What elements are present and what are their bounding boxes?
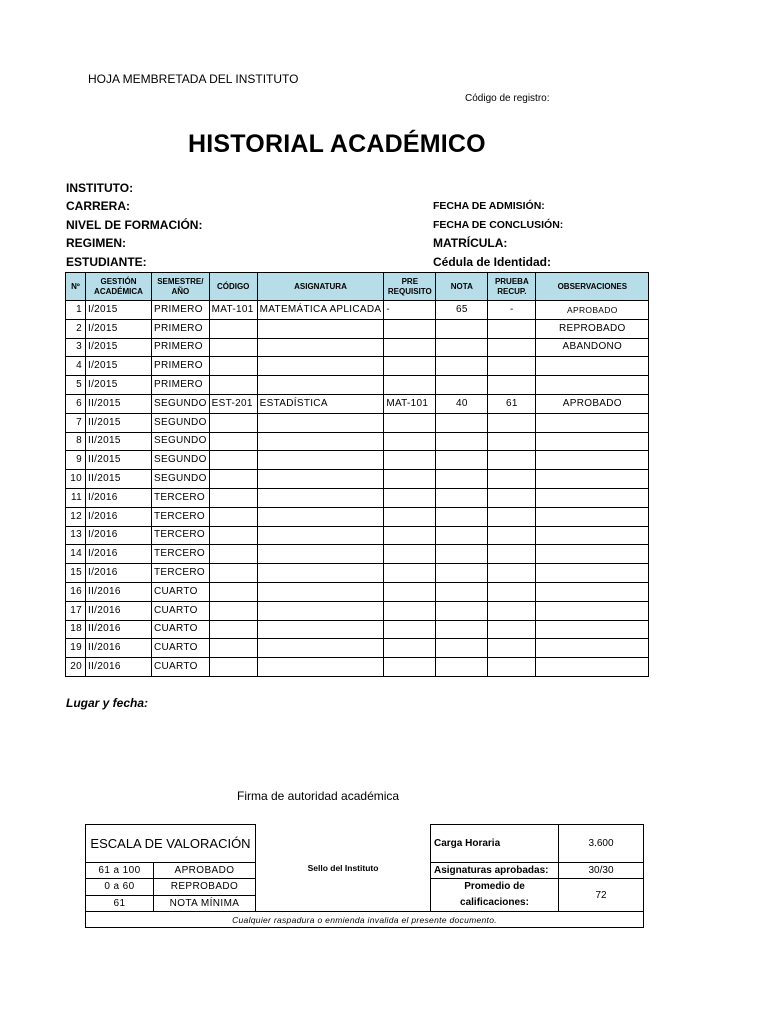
row-prueba [488,488,536,507]
passed-value: 30/30 [559,863,644,879]
row-observacion [536,526,649,545]
row-prerequisito [384,470,436,489]
row-codigo [209,376,257,395]
table-row [66,301,649,320]
row-nota [436,620,488,639]
registration-code-label: Código de registro: [465,93,550,104]
row-semestre: TERCERO [152,526,210,545]
row-gestion: I/2015 [86,319,152,338]
row-prerequisito [384,582,436,601]
row-semestre: SEGUNDO [152,394,210,413]
scale-title: ESCALA DE VALORACIÓN [86,825,256,863]
row-codigo [209,319,257,338]
row-gestion: II/2016 [86,601,152,620]
row-gestion: I/2016 [86,507,152,526]
row-gestion: II/2016 [86,582,152,601]
row-semestre: TERCERO [152,488,210,507]
row-observacion [536,601,649,620]
grading-scale-table [85,824,644,928]
average-label: Promedio de calificaciones: [431,879,559,912]
row-nota [436,319,488,338]
field-student: ESTUDIANTE: [66,255,147,269]
row-gestion: I/2015 [86,301,152,320]
table-row [66,357,649,376]
row-number: 5 [66,376,86,395]
header-prueba: PRUEBA RECUP. [488,273,536,301]
row-number: 1 [66,301,86,320]
row-observacion [536,507,649,526]
row-observacion [536,582,649,601]
row-semestre: SEGUNDO [152,413,210,432]
header-num: Nº [66,273,86,301]
row-nota [436,639,488,658]
table-row [66,470,649,489]
row-observacion: ABANDONO [536,338,649,357]
row-nota [436,601,488,620]
row-codigo [209,601,257,620]
row-asignatura [257,488,384,507]
row-asignatura [257,526,384,545]
row-prerequisito: MAT-101 [384,394,436,413]
row-prerequisito: - [384,301,436,320]
row-gestion: I/2016 [86,545,152,564]
field-id-card: Cédula de Identidad: [433,255,552,269]
row-codigo [209,582,257,601]
scale-label: NOTA MÍNIMA [154,895,256,912]
row-number: 8 [66,432,86,451]
field-institute: INSTITUTO: [66,181,134,195]
row-prueba [488,338,536,357]
header-gestion: GESTIÓN ACADÉMICA [86,273,152,301]
row-nota [436,376,488,395]
row-gestion: I/2015 [86,376,152,395]
row-semestre: SEGUNDO [152,470,210,489]
invalidation-note: Cualquier raspadura o enmienda invalida el presente documento. [86,912,644,928]
row-codigo: EST-201 [209,394,257,413]
average-value: 72 [559,879,644,912]
row-codigo [209,507,257,526]
row-gestion: II/2015 [86,413,152,432]
row-asignatura [257,357,384,376]
row-semestre: PRIMERO [152,319,210,338]
row-nota [436,564,488,583]
table-row [66,488,649,507]
row-codigo [209,338,257,357]
row-number: 14 [66,545,86,564]
table-row [66,507,649,526]
letterhead: HOJA MEMBRETADA DEL INSTITUTO [88,72,299,86]
row-number: 3 [66,338,86,357]
row-prueba [488,620,536,639]
row-asignatura [257,451,384,470]
row-prerequisito [384,526,436,545]
row-semestre: TERCERO [152,564,210,583]
row-gestion: II/2015 [86,451,152,470]
row-prueba [488,470,536,489]
row-observacion [536,376,649,395]
row-asignatura [257,601,384,620]
row-observacion [536,545,649,564]
table-row [66,582,649,601]
row-number: 19 [66,639,86,658]
row-gestion: II/2016 [86,620,152,639]
row-asignatura [257,545,384,564]
row-gestion: I/2016 [86,488,152,507]
grades-table [65,272,649,677]
row-prerequisito [384,451,436,470]
field-admission-date: FECHA DE ADMISIÓN: [433,200,545,212]
row-observacion [536,470,649,489]
row-observacion: REPROBADO [536,319,649,338]
row-prerequisito [384,639,436,658]
row-observacion [536,639,649,658]
row-observacion [536,451,649,470]
row-prerequisito [384,564,436,583]
row-observacion [536,658,649,677]
grades-body [66,301,649,677]
row-observacion [536,432,649,451]
row-number: 2 [66,319,86,338]
row-prerequisito [384,601,436,620]
row-nota [436,338,488,357]
scale-range: 61 a 100 [86,863,154,879]
row-semestre: PRIMERO [152,376,210,395]
scale-label: APROBADO [154,863,256,879]
row-asignatura: MATEMÁTICA APLICADA [257,301,384,320]
page-title: HISTORIAL ACADÉMICO [188,130,486,158]
header-prerequisito: PRE REQUISITO [384,273,436,301]
scale-range: 0 a 60 [86,879,154,896]
row-prerequisito [384,432,436,451]
header-asignatura: ASIGNATURA [257,273,384,301]
row-asignatura: ESTADÍSTICA [257,394,384,413]
row-codigo [209,413,257,432]
table-row [66,394,649,413]
row-observacion [536,357,649,376]
table-row [66,451,649,470]
row-asignatura [257,507,384,526]
table-header-row [66,273,649,301]
row-number: 15 [66,564,86,583]
table-row [66,319,649,338]
table-row [66,639,649,658]
row-semestre: SEGUNDO [152,451,210,470]
row-nota [436,658,488,677]
row-semestre: PRIMERO [152,357,210,376]
row-semestre: CUARTO [152,639,210,658]
row-codigo [209,564,257,583]
row-prerequisito [384,545,436,564]
workload-value: 3.600 [559,825,644,863]
row-codigo [209,526,257,545]
scale-label: REPROBADO [154,879,256,896]
row-gestion: II/2015 [86,470,152,489]
row-gestion: II/2016 [86,639,152,658]
table-row [66,432,649,451]
row-asignatura [257,470,384,489]
row-codigo [209,451,257,470]
row-prueba [488,658,536,677]
row-nota: 65 [436,301,488,320]
row-nota [436,545,488,564]
passed-label: Asignaturas aprobadas: [431,863,559,879]
row-codigo [209,620,257,639]
row-gestion: I/2015 [86,357,152,376]
row-prueba [488,526,536,545]
row-asignatura [257,338,384,357]
row-semestre: CUARTO [152,658,210,677]
table-row [66,620,649,639]
row-nota: 40 [436,394,488,413]
row-prerequisito [384,338,436,357]
row-nota [436,507,488,526]
row-semestre: PRIMERO [152,301,210,320]
row-semestre: CUARTO [152,582,210,601]
field-level: NIVEL DE FORMACIÓN: [66,218,203,232]
row-prueba [488,601,536,620]
scale-range: 61 [86,895,154,912]
header-semestre: SEMESTRE/ AÑO [152,273,210,301]
row-prerequisito [384,507,436,526]
row-asignatura [257,639,384,658]
row-asignatura [257,376,384,395]
row-codigo [209,470,257,489]
row-codigo: MAT-101 [209,301,257,320]
row-prueba [488,507,536,526]
table-row [66,545,649,564]
table-row [66,564,649,583]
table-row [66,413,649,432]
row-prueba [488,451,536,470]
row-number: 9 [66,451,86,470]
row-gestion: II/2015 [86,394,152,413]
row-semestre: CUARTO [152,620,210,639]
row-semestre: TERCERO [152,545,210,564]
row-prerequisito [384,488,436,507]
row-semestre: SEGUNDO [152,432,210,451]
row-prueba [488,545,536,564]
row-codigo [209,357,257,376]
table-row [66,376,649,395]
row-gestion: I/2015 [86,338,152,357]
row-number: 4 [66,357,86,376]
field-enrollment: MATRÍCULA: [433,236,508,250]
field-conclusion-date: FECHA DE CONCLUSIÓN: [433,219,564,231]
row-prueba [488,376,536,395]
row-number: 16 [66,582,86,601]
row-semestre: PRIMERO [152,338,210,357]
row-gestion: II/2015 [86,432,152,451]
row-asignatura [257,564,384,583]
row-asignatura [257,319,384,338]
row-asignatura [257,582,384,601]
table-row [66,526,649,545]
row-number: 18 [66,620,86,639]
row-observacion [536,488,649,507]
row-asignatura [257,413,384,432]
row-codigo [209,545,257,564]
row-prueba [488,413,536,432]
row-prerequisito [384,620,436,639]
row-asignatura [257,432,384,451]
row-prerequisito [384,319,436,338]
row-observacion: APROBADO [536,301,649,320]
row-nota [436,451,488,470]
row-nota [436,488,488,507]
table-row [66,658,649,677]
row-codigo [209,658,257,677]
row-number: 20 [66,658,86,677]
row-observacion: APROBADO [536,394,649,413]
header-observaciones: OBSERVACIONES [536,273,649,301]
row-nota [436,526,488,545]
row-codigo [209,639,257,658]
row-prerequisito [384,658,436,677]
field-career: CARRERA: [66,199,130,213]
row-prueba [488,582,536,601]
row-gestion: I/2016 [86,526,152,545]
row-number: 13 [66,526,86,545]
row-codigo [209,488,257,507]
row-prueba [488,564,536,583]
table-row [66,338,649,357]
signature-label: Firma de autoridad académica [237,789,400,803]
row-prerequisito [384,413,436,432]
row-nota [436,357,488,376]
row-nota [436,582,488,601]
row-gestion: II/2016 [86,658,152,677]
row-prueba [488,639,536,658]
row-prueba: 61 [488,394,536,413]
row-asignatura [257,620,384,639]
row-nota [436,470,488,489]
row-prueba [488,319,536,338]
row-prueba [488,432,536,451]
row-asignatura [257,658,384,677]
institute-seal: Sello del Instituto [256,825,431,912]
row-number: 17 [66,601,86,620]
row-observacion [536,620,649,639]
row-observacion [536,564,649,583]
field-regime: REGIMEN: [66,236,126,250]
row-nota [436,432,488,451]
row-number: 11 [66,488,86,507]
row-number: 7 [66,413,86,432]
row-codigo [209,432,257,451]
row-prerequisito [384,357,436,376]
row-prueba: - [488,301,536,320]
workload-label: Carga Horaria [431,825,559,863]
row-semestre: TERCERO [152,507,210,526]
header-codigo: CÓDIGO [209,273,257,301]
row-observacion [536,413,649,432]
table-row [66,601,649,620]
row-semestre: CUARTO [152,601,210,620]
row-number: 6 [66,394,86,413]
row-prerequisito [384,376,436,395]
row-number: 12 [66,507,86,526]
header-nota: NOTA [436,273,488,301]
row-gestion: I/2016 [86,564,152,583]
row-nota [436,413,488,432]
place-date-label: Lugar y fecha: [66,696,149,710]
row-prueba [488,357,536,376]
row-number: 10 [66,470,86,489]
